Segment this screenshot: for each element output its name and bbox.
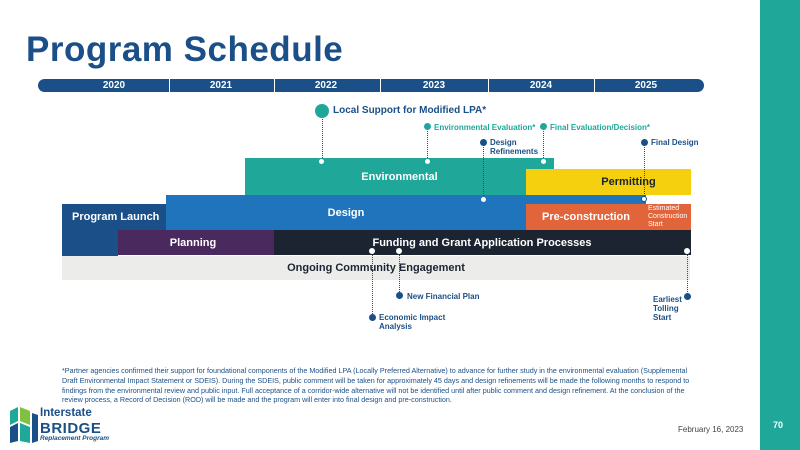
milestone-label-line: Analysis — [379, 322, 412, 331]
year-label: 2023 — [422, 80, 446, 91]
milestone-environmental-evaluation: Environmental Evaluation* — [434, 123, 536, 132]
milestone-final-evaluation: Final Evaluation/Decision* — [550, 123, 651, 132]
milestone-design-refinements — [490, 138, 538, 156]
connector-line — [322, 116, 323, 162]
milestone-label-line: Construction — [648, 213, 688, 220]
milestone-label-line: Earliest — [653, 295, 682, 304]
milestone-new-financial-plan: New Financial Plan — [407, 292, 480, 301]
milestone-dot — [369, 314, 376, 321]
milestone-dot — [684, 248, 690, 254]
milestone-local-support: Local Support for Modified LPA* — [333, 105, 487, 116]
bar-label: Design — [327, 206, 365, 219]
milestone-label-line: Economic Impact — [379, 313, 446, 322]
bar-preconstruction — [526, 204, 646, 230]
milestone-dot — [319, 159, 324, 164]
milestone-estimated-construction-start — [648, 205, 687, 229]
bar-label: Planning — [169, 236, 217, 249]
bar-label: Funding and Grant Application Processes — [372, 236, 592, 249]
year-label: 2021 — [209, 80, 233, 91]
connector-line — [399, 252, 400, 294]
logo-text: Replacement Program — [40, 435, 109, 442]
milestone-label-line: Estimated — [648, 205, 680, 212]
bar-environmental — [245, 158, 554, 195]
connector-line — [687, 252, 688, 296]
milestone-dot — [424, 123, 431, 130]
logo-text: Interstate — [40, 407, 92, 419]
footnote: *Partner agencies confirmed their support for foundational components of the Modified LPA (Locally Preferred Alternative) to advance for further study in the environmental evaluation (Supplemental Draft Environmental Impact Statement or SDEIS). During the SDEIS, public comment will be taken for approximately 45 days and design refinements will be made the following months to respond to findings from the environmental review and public input. Full acceptance of a corridor-wide alternative will not be identified until after public comment and design refinement. At the conclusion of the review process, a Record of Decision (ROD) will be made and the program will enter into final design and pre-construction. — [62, 366, 690, 405]
milestone-dot — [540, 123, 547, 130]
logo-text: BRIDGE — [40, 420, 102, 437]
side-accent-bar — [760, 0, 800, 450]
bar-label: Pre-construction — [541, 211, 630, 223]
milestone-dot — [396, 248, 402, 254]
bar-label: Program Launch — [72, 211, 160, 223]
bar-design — [166, 195, 526, 230]
milestone-final-design: Final Design — [651, 138, 699, 147]
connector-line — [644, 144, 645, 200]
connector-line — [483, 144, 484, 200]
bar-ongoing-community-engagement — [62, 256, 690, 280]
milestone-label-line: Tolling — [653, 304, 679, 313]
milestone-dot — [425, 159, 430, 164]
bar-program-launch — [62, 204, 166, 230]
connector-line — [372, 252, 373, 318]
milestone-dot — [641, 139, 648, 146]
milestone-label-line: Start — [653, 313, 672, 322]
milestone-dot — [684, 293, 691, 300]
bar-label: Permitting — [601, 176, 656, 188]
year-timeline-bar — [38, 79, 704, 92]
bar-label: Ongoing Community Engagement — [287, 262, 465, 274]
milestone-dot — [369, 248, 375, 254]
milestone-economic-impact-analysis — [379, 313, 445, 331]
milestone-label-line: Refinements — [490, 147, 539, 156]
milestone-dot — [541, 159, 546, 164]
milestone-dot — [481, 197, 486, 202]
milestone-dot — [396, 292, 403, 299]
year-label: 2020 — [102, 80, 126, 91]
milestone-label-line: Design — [490, 138, 517, 147]
milestone-earliest-tolling-start — [653, 295, 682, 322]
connector-line — [543, 128, 544, 162]
milestone-dot — [315, 104, 329, 118]
bar-permitting — [526, 169, 691, 195]
page-title: Program Schedule — [26, 30, 344, 69]
slide-number: 70 — [772, 420, 783, 430]
milestone-label-line: Start — [648, 221, 663, 228]
bar-label: Environmental — [361, 170, 438, 183]
year-label: 2025 — [634, 80, 658, 91]
milestone-dot — [641, 196, 647, 202]
milestone-dot — [480, 139, 487, 146]
connector-line — [427, 128, 428, 162]
bar-planning — [112, 230, 274, 255]
slide-date: February 16, 2023 — [678, 425, 744, 434]
bar-funding-grant — [273, 230, 691, 255]
year-label: 2024 — [529, 80, 553, 91]
year-label: 2022 — [314, 80, 338, 91]
